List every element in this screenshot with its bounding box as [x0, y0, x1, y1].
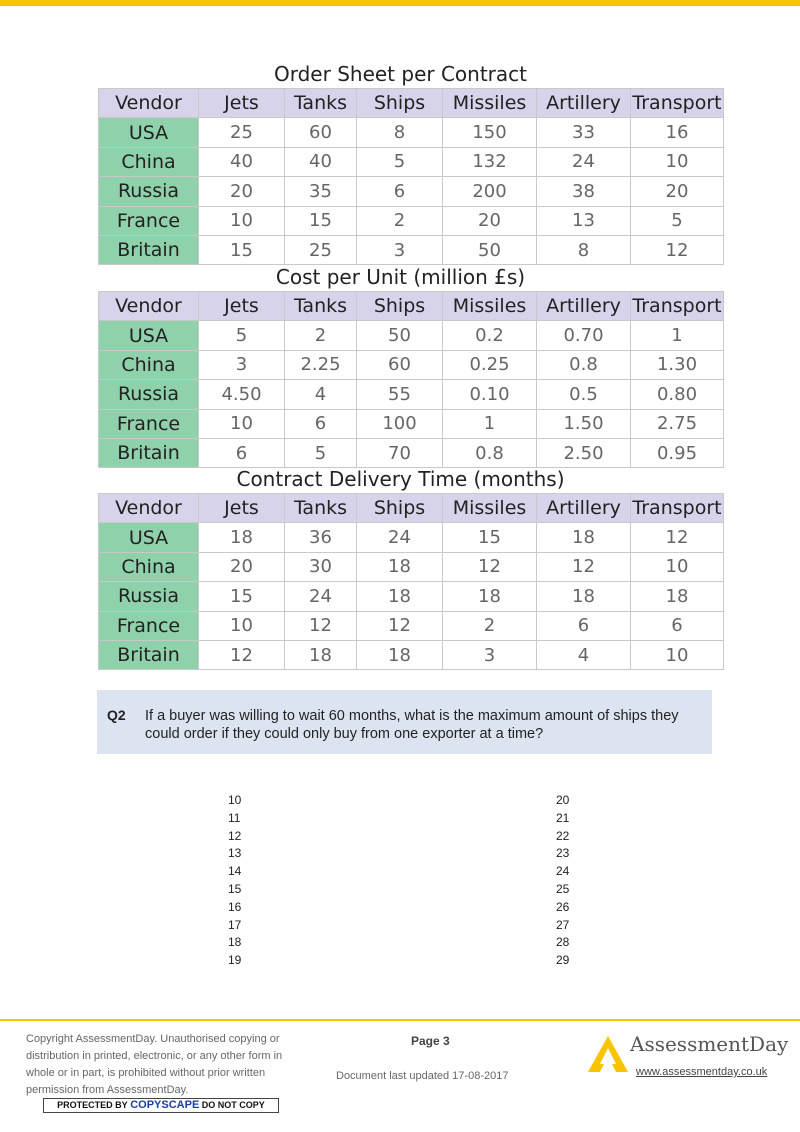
value-cell: 50	[443, 235, 537, 264]
column-header: Ships	[357, 89, 443, 118]
value-cell: 24	[357, 523, 443, 552]
page-number: Page 3	[411, 1034, 450, 1048]
value-cell: 36	[285, 523, 357, 552]
column-header: Missiles	[443, 494, 537, 523]
table-row	[99, 321, 724, 350]
column-header: Ships	[357, 292, 443, 321]
answer-option[interactable]: 18	[228, 935, 242, 950]
table-row	[99, 147, 724, 176]
value-cell: 60	[285, 118, 357, 147]
value-cell: 18	[537, 523, 631, 552]
logo-wordmark: AssessmentDay	[630, 1032, 789, 1056]
table-row	[99, 235, 724, 264]
value-cell: 6	[199, 438, 285, 467]
vendor-cell: France	[99, 206, 199, 235]
table-row	[99, 177, 724, 206]
vendor-cell: China	[99, 350, 199, 379]
value-cell: 3	[199, 350, 285, 379]
column-header: Tanks	[285, 494, 357, 523]
header-row	[99, 89, 724, 118]
footer-divider	[0, 1019, 800, 1021]
column-header: Vendor	[99, 89, 199, 118]
column-header: Missiles	[443, 89, 537, 118]
table-title: Contract Delivery Time (months)	[236, 467, 565, 491]
answer-option[interactable]: 29	[556, 953, 570, 968]
document-updated-date: Document last updated 17-08-2017	[336, 1070, 509, 1082]
answer-option[interactable]: 22	[556, 828, 570, 843]
value-cell: 2.50	[537, 438, 631, 467]
column-header: Ships	[357, 494, 443, 523]
value-cell: 1.30	[631, 350, 724, 379]
column-header: Tanks	[285, 292, 357, 321]
value-cell: 5	[357, 147, 443, 176]
value-cell: 18	[443, 582, 537, 611]
copyscape-lead: PROTECTED BY	[57, 1100, 128, 1110]
question-number: Q2	[107, 707, 126, 723]
value-cell: 18	[199, 523, 285, 552]
value-cell: 4.50	[199, 380, 285, 409]
value-cell: 3	[443, 640, 537, 669]
column-header: Vendor	[99, 494, 199, 523]
column-header: Artillery	[537, 89, 631, 118]
vendor-cell: China	[99, 147, 199, 176]
answer-option[interactable]: 13	[228, 846, 242, 861]
value-cell: 18	[537, 582, 631, 611]
value-cell: 50	[357, 321, 443, 350]
vendor-cell: Britain	[99, 438, 199, 467]
value-cell: 12	[631, 235, 724, 264]
column-header: Missiles	[443, 292, 537, 321]
value-cell: 55	[357, 380, 443, 409]
value-cell: 18	[357, 640, 443, 669]
value-cell: 10	[631, 640, 724, 669]
value-cell: 6	[357, 177, 443, 206]
value-cell: 12	[285, 611, 357, 640]
header-row	[99, 292, 724, 321]
column-header: Transport	[631, 89, 724, 118]
vendor-cell: USA	[99, 321, 199, 350]
answer-option[interactable]: 14	[228, 864, 242, 879]
value-cell: 0.70	[537, 321, 631, 350]
vendor-cell: Britain	[99, 235, 199, 264]
value-cell: 20	[199, 177, 285, 206]
value-cell: 20	[631, 177, 724, 206]
question-text: If a buyer was willing to wait 60 months, what is the maximum amount of ships they could order if they could only buy from one exporter at a time?	[145, 708, 679, 742]
answer-option[interactable]: 27	[556, 917, 570, 932]
answer-options-right	[556, 792, 569, 970]
value-cell: 70	[357, 438, 443, 467]
column-header: Vendor	[99, 292, 199, 321]
column-header: Transport	[631, 494, 724, 523]
table-row	[99, 118, 724, 147]
table-row	[99, 438, 724, 467]
value-cell: 8	[357, 118, 443, 147]
value-cell: 40	[285, 147, 357, 176]
order-sheet-block	[98, 60, 722, 265]
value-cell: 16	[631, 118, 724, 147]
value-cell: 0.5	[537, 380, 631, 409]
value-cell: 18	[285, 640, 357, 669]
answer-option[interactable]: 11	[228, 810, 241, 825]
top-accent-bar	[0, 0, 800, 6]
value-cell: 3	[357, 235, 443, 264]
value-cell: 2.25	[285, 350, 357, 379]
value-cell: 18	[357, 552, 443, 581]
table-row	[99, 523, 724, 552]
table-row	[99, 582, 724, 611]
question-box	[97, 690, 712, 754]
value-cell: 15	[199, 582, 285, 611]
value-cell: 13	[537, 206, 631, 235]
cost-per-unit-table	[98, 291, 724, 468]
value-cell: 60	[357, 350, 443, 379]
answer-option[interactable]: 10	[228, 793, 242, 807]
value-cell: 0.25	[443, 350, 537, 379]
vendor-cell: Britain	[99, 640, 199, 669]
vendor-cell: USA	[99, 118, 199, 147]
value-cell: 0.8	[443, 438, 537, 467]
answer-option[interactable]: 19	[228, 953, 242, 968]
answer-option[interactable]: 17	[228, 917, 242, 932]
value-cell: 24	[537, 147, 631, 176]
copyright-notice: Copyright AssessmentDay. Unauthorised copying or distribution in printed, electronic, or any other form in whole or in part, is prohibited without prior written permission from AssessmentDay.	[26, 1033, 283, 1096]
value-cell: 12	[443, 552, 537, 581]
value-cell: 5	[631, 206, 724, 235]
value-cell: 25	[199, 118, 285, 147]
value-cell: 6	[631, 611, 724, 640]
value-cell: 100	[357, 409, 443, 438]
value-cell: 12	[631, 523, 724, 552]
column-header: Jets	[199, 494, 285, 523]
value-cell: 20	[443, 206, 537, 235]
value-cell: 10	[631, 147, 724, 176]
table-row	[99, 206, 724, 235]
value-cell: 15	[199, 235, 285, 264]
vendor-cell: France	[99, 409, 199, 438]
table-row	[99, 611, 724, 640]
value-cell: 0.95	[631, 438, 724, 467]
table-row	[99, 350, 724, 379]
column-header: Transport	[631, 292, 724, 321]
value-cell: 150	[443, 118, 537, 147]
value-cell: 20	[199, 552, 285, 581]
value-cell: 6	[537, 611, 631, 640]
answer-option[interactable]: 23	[556, 846, 570, 861]
table-row	[99, 409, 724, 438]
answer-option[interactable]: 16	[228, 899, 242, 914]
vendor-cell: Russia	[99, 177, 199, 206]
value-cell: 1.50	[537, 409, 631, 438]
answer-option[interactable]: 26	[556, 899, 570, 914]
value-cell: 200	[443, 177, 537, 206]
table-row	[99, 552, 724, 581]
value-cell: 12	[537, 552, 631, 581]
answer-options-left	[228, 792, 241, 970]
value-cell: 15	[285, 206, 357, 235]
cost-per-unit-block	[98, 263, 722, 468]
value-cell: 5	[199, 321, 285, 350]
value-cell: 10	[199, 409, 285, 438]
value-cell: 4	[537, 640, 631, 669]
value-cell: 12	[357, 611, 443, 640]
value-cell: 12	[199, 640, 285, 669]
value-cell: 0.10	[443, 380, 537, 409]
value-cell: 2	[285, 321, 357, 350]
value-cell: 5	[285, 438, 357, 467]
value-cell: 38	[537, 177, 631, 206]
column-header: Artillery	[537, 494, 631, 523]
table-title: Cost per Unit (million £s)	[275, 265, 526, 289]
value-cell: 35	[285, 177, 357, 206]
value-cell: 18	[631, 582, 724, 611]
value-cell: 4	[285, 380, 357, 409]
column-header: Jets	[199, 89, 285, 118]
value-cell: 0.80	[631, 380, 724, 409]
answer-option[interactable]: 12	[228, 828, 242, 843]
column-header: Tanks	[285, 89, 357, 118]
vendor-cell: China	[99, 552, 199, 581]
copyscape-brand: COPYSCAPE	[130, 1099, 200, 1111]
website-link[interactable]: www.assessmentday.co.uk	[636, 1066, 768, 1078]
vendor-cell: USA	[99, 523, 199, 552]
answer-option[interactable]: 25	[556, 881, 570, 896]
copyscape-badge[interactable]	[43, 1098, 279, 1113]
column-header: Jets	[199, 292, 285, 321]
header-row	[99, 494, 724, 523]
assessmentday-logo	[586, 1030, 791, 1090]
table-title: Order Sheet per Contract	[274, 62, 527, 86]
copyscape-tail: DO NOT COPY	[201, 1100, 265, 1110]
answer-option[interactable]: 15	[228, 881, 242, 896]
value-cell: 40	[199, 147, 285, 176]
value-cell: 10	[199, 206, 285, 235]
answer-option[interactable]: 20	[556, 793, 570, 807]
value-cell: 132	[443, 147, 537, 176]
table-row	[99, 640, 724, 669]
value-cell: 18	[357, 582, 443, 611]
value-cell: 2.75	[631, 409, 724, 438]
delivery-time-block	[98, 465, 722, 670]
answer-option[interactable]: 24	[556, 864, 570, 879]
value-cell: 33	[537, 118, 631, 147]
value-cell: 8	[537, 235, 631, 264]
delivery-time-table	[98, 493, 724, 670]
value-cell: 1	[443, 409, 537, 438]
value-cell: 6	[285, 409, 357, 438]
column-header: Artillery	[537, 292, 631, 321]
value-cell: 24	[285, 582, 357, 611]
value-cell: 10	[199, 611, 285, 640]
value-cell: 30	[285, 552, 357, 581]
value-cell: 0.8	[537, 350, 631, 379]
value-cell: 10	[631, 552, 724, 581]
value-cell: 2	[443, 611, 537, 640]
value-cell: 2	[357, 206, 443, 235]
vendor-cell: Russia	[99, 582, 199, 611]
value-cell: 0.2	[443, 321, 537, 350]
value-cell: 15	[443, 523, 537, 552]
vendor-cell: France	[99, 611, 199, 640]
table-row	[99, 380, 724, 409]
vendor-cell: Russia	[99, 380, 199, 409]
value-cell: 1	[631, 321, 724, 350]
order-sheet-table	[98, 88, 724, 265]
answer-option[interactable]: 28	[556, 935, 570, 950]
answer-option[interactable]: 21	[556, 810, 570, 825]
value-cell: 25	[285, 235, 357, 264]
logo-mark-icon	[586, 1034, 630, 1074]
